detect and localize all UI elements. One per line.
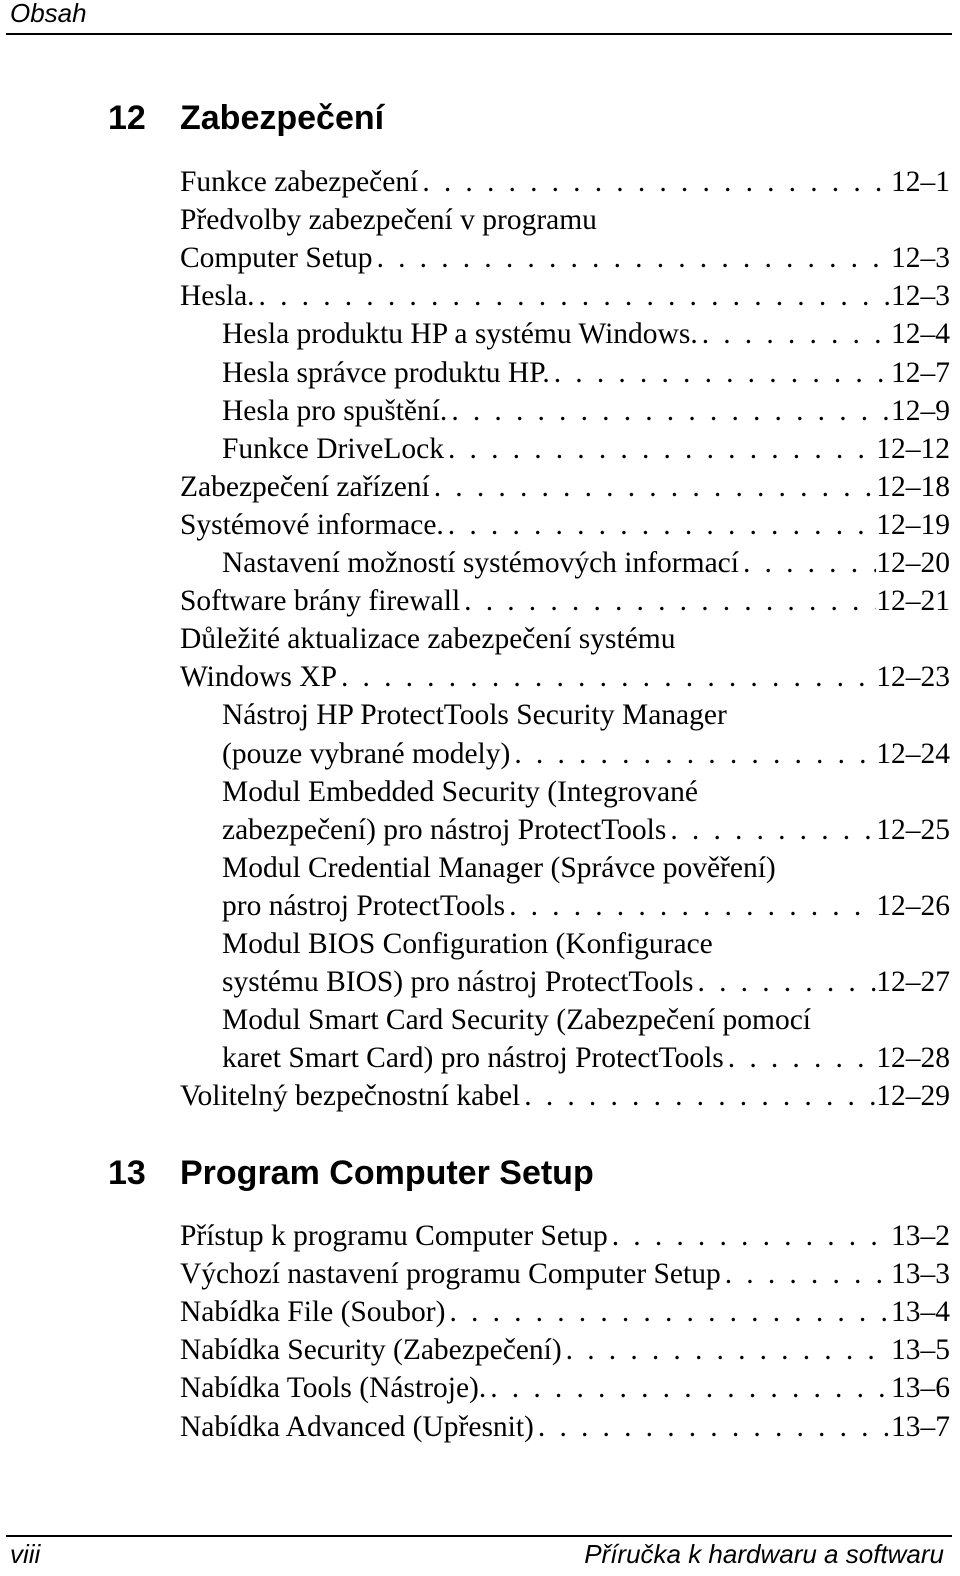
toc-entry-title: Hesla. xyxy=(180,280,255,313)
footer-rule xyxy=(6,1535,952,1537)
toc-entry[interactable] xyxy=(180,1077,950,1115)
toc-entry[interactable] xyxy=(180,582,950,620)
toc-entry[interactable] xyxy=(222,963,950,1001)
toc-entry-title: Nabídka Security (Zabezpečení) xyxy=(180,1334,562,1367)
dot-leader xyxy=(534,1408,891,1446)
toc-entry-title: zabezpečení) pro nástroj ProtectTools xyxy=(222,813,667,846)
toc-entry-line: Modul Credential Manager (Správce pověření) xyxy=(222,851,776,884)
dot-leader xyxy=(486,1369,891,1407)
dot-leader xyxy=(373,239,891,277)
dot-leader xyxy=(666,811,876,849)
toc-entry-line: Předvolby zabezpečení v programu xyxy=(180,204,597,237)
toc-page-number: 12–25 xyxy=(876,813,950,846)
toc-entry[interactable] xyxy=(180,1331,950,1369)
dot-leader xyxy=(337,658,876,696)
dot-leader xyxy=(694,963,877,1001)
toc-entry[interactable] xyxy=(180,468,950,506)
toc-page-number: 12–28 xyxy=(876,1042,950,1075)
toc-entry[interactable] xyxy=(180,277,950,315)
toc-page-number: 13–3 xyxy=(891,1258,950,1291)
toc-page-number: 12–4 xyxy=(891,318,950,351)
toc-entry-title: systému BIOS) pro nástroj ProtectTools xyxy=(222,966,694,999)
toc-page-number: 12–23 xyxy=(876,661,950,694)
chapter-number: 12 xyxy=(108,99,146,137)
toc-entry-title: Nabídka File (Soubor) xyxy=(180,1296,446,1329)
toc-page-number: 12–21 xyxy=(876,585,950,618)
dot-leader xyxy=(444,506,876,544)
toc-entry[interactable] xyxy=(222,1039,950,1077)
toc-page-number: 12–20 xyxy=(876,547,950,579)
toc-page-number: 12–3 xyxy=(891,280,950,313)
toc-entry-title: pro nástroj ProtectTools xyxy=(222,889,506,922)
dot-leader xyxy=(562,1331,891,1369)
toc-entry-line: Nástroj HP ProtectTools Security Manager xyxy=(222,699,727,732)
toc-entry-title: Software brány firewall xyxy=(180,585,461,618)
toc-page-number: 12–29 xyxy=(876,1080,950,1113)
toc-page-number: 13–5 xyxy=(891,1334,950,1367)
toc-page-number: 12–19 xyxy=(876,508,950,541)
toc-entry-line: Modul BIOS Configuration (Konfigurace xyxy=(222,928,713,960)
chapter-title: Program Computer Setup xyxy=(180,1154,594,1192)
toc-entry-title: Systémové informace. xyxy=(180,508,444,541)
toc-entry-title: Funkce DriveLock xyxy=(222,432,444,465)
chapter-heading-12 xyxy=(108,98,384,138)
toc-page-number: 12–18 xyxy=(876,470,950,503)
toc-entry-title: Volitelný bezpečnostní kabel xyxy=(180,1080,521,1113)
toc-entry[interactable] xyxy=(222,354,950,392)
dot-leader xyxy=(505,887,876,925)
toc-entry[interactable] xyxy=(180,1369,950,1407)
toc-entry-line: Modul Embedded Security (Integrované xyxy=(222,775,698,808)
toc-entry-title: Nabídka Tools (Nástroje). xyxy=(180,1372,487,1405)
dot-leader xyxy=(550,354,891,392)
toc-entry-line: Důležité aktualizace zabezpečení systému xyxy=(180,623,676,656)
toc-page-number: 12–7 xyxy=(891,356,950,389)
toc-entry[interactable] xyxy=(222,544,950,582)
toc-entry-title: Funkce zabezpečení xyxy=(180,166,419,198)
toc-entry[interactable] xyxy=(180,658,950,696)
toc-page-number: 13–7 xyxy=(891,1410,950,1443)
toc-entry[interactable] xyxy=(222,315,950,353)
toc-page-number: 12–12 xyxy=(876,432,950,465)
footer-book-title: Příručka k hardwaru a softwaru xyxy=(584,1539,944,1569)
toc-entry[interactable] xyxy=(180,506,950,544)
toc-page-number: 12–9 xyxy=(891,394,950,427)
toc-entry[interactable] xyxy=(222,735,950,773)
toc-entry[interactable] xyxy=(180,239,950,277)
dot-leader xyxy=(430,468,877,506)
toc-page-number: 12–1 xyxy=(891,166,950,198)
toc-entry-title: Windows XP xyxy=(180,661,337,694)
toc-entry-title: Hesla správce produktu HP. xyxy=(222,356,550,389)
dot-leader xyxy=(520,1077,876,1115)
dot-leader xyxy=(460,582,876,620)
dot-leader xyxy=(418,163,891,201)
toc-entry-title: Nastavení možností systémových informací xyxy=(222,547,739,579)
toc-entry-title: karet Smart Card) pro nástroj ProtectTools xyxy=(222,1042,724,1075)
toc-entry[interactable] xyxy=(180,1293,950,1331)
toc-entry-title: Computer Setup xyxy=(180,242,373,275)
toc-entry[interactable] xyxy=(222,430,950,468)
toc-entry-title: Hesla produktu HP a systému Windows. xyxy=(222,318,698,351)
toc-entry-title: Výchozí nastavení programu Computer Setup xyxy=(180,1258,721,1291)
toc-entry[interactable] xyxy=(180,1408,950,1446)
toc-page-number: 12–24 xyxy=(876,737,950,770)
toc-entry[interactable] xyxy=(180,163,950,201)
toc-page-number: 13–4 xyxy=(891,1296,950,1329)
toc-entry-title: Přístup k programu Computer Setup xyxy=(180,1220,608,1252)
chapter-number: 13 xyxy=(108,1154,146,1192)
chapter-title: Zabezpečení xyxy=(180,99,385,137)
dot-leader xyxy=(510,735,876,773)
toc-page-number: 13–6 xyxy=(891,1372,950,1405)
dot-leader xyxy=(445,1293,891,1331)
toc-entry[interactable] xyxy=(180,1255,950,1293)
dot-leader xyxy=(444,430,876,468)
toc-page-number: 12–26 xyxy=(876,889,950,922)
toc-entry-title: Hesla pro spuštění. xyxy=(222,394,448,427)
toc-entry[interactable] xyxy=(180,1217,950,1255)
header-rule xyxy=(6,33,952,35)
toc-entry[interactable] xyxy=(222,887,950,925)
running-header: Obsah xyxy=(10,0,87,28)
toc-entry-line: Modul Smart Card Security (Zabezpečení pomocí xyxy=(222,1004,812,1037)
toc-entry-title: (pouze vybrané modely) xyxy=(222,737,511,770)
toc-page-number: 13–2 xyxy=(891,1220,950,1252)
dot-leader xyxy=(698,315,891,353)
dot-leader xyxy=(724,1039,876,1077)
toc-entry[interactable] xyxy=(222,811,950,849)
dot-leader xyxy=(608,1217,891,1255)
toc-entry-title: Nabídka Advanced (Upřesnit) xyxy=(180,1410,534,1443)
toc-page-number: 12–3 xyxy=(891,242,950,275)
dot-leader xyxy=(721,1255,891,1293)
dot-leader xyxy=(447,392,891,430)
toc-entry-title: Zabezpečení zařízení xyxy=(180,470,430,503)
footer-page-number: viii xyxy=(10,1539,41,1569)
toc-page-number: 12–27 xyxy=(876,966,950,999)
dot-leader xyxy=(255,277,891,315)
dot-leader xyxy=(739,544,876,582)
chapter-heading-13 xyxy=(108,1153,594,1193)
toc-entry[interactable] xyxy=(222,392,950,430)
